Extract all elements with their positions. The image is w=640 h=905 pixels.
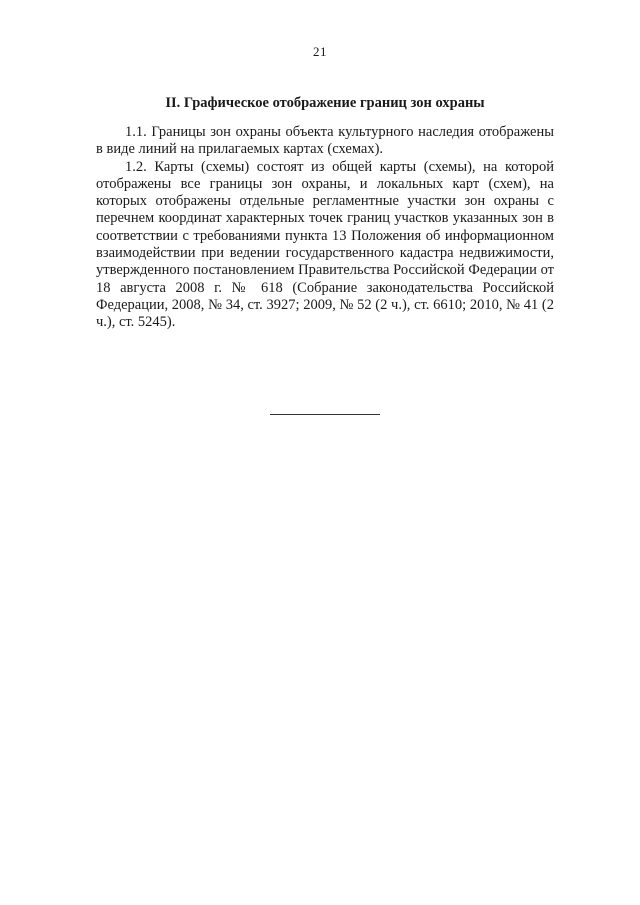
section-body [96,124,554,332]
page-number: 21 [313,44,327,59]
section-heading: II. Графическое отображение границ зон охраны [165,95,485,111]
end-divider [270,414,380,415]
paragraph-1-1: 1.1. Границы зон охраны объекта культурного наследия отображены в виде линий на прилагаемых картах (схемах). [96,124,554,158]
paragraph-1-2: 1.2. Карты (схемы) состоят из общей карты (схемы), на которой отображены все границы зон охраны, и локальных карт (схем), на которых отображены отдельные регламентные участки зон охраны с перечнем координат характерных точек границ участков указанных зон в соответствии с требованиями пункта 13 Положения об информационном взаимодействии при ведении государственного кадастра недвижимости, утвержденного постановлением Правительства Российской Федерации от 18 августа 2008 г. № 618 (Собрание законодательства Российской Федерации, 2008, № 34, ст. 3927; 2009, № 52 (2 ч.), ст. 6610; 2010, № 41 (2 ч.), ст. 5245). [96,158,554,331]
